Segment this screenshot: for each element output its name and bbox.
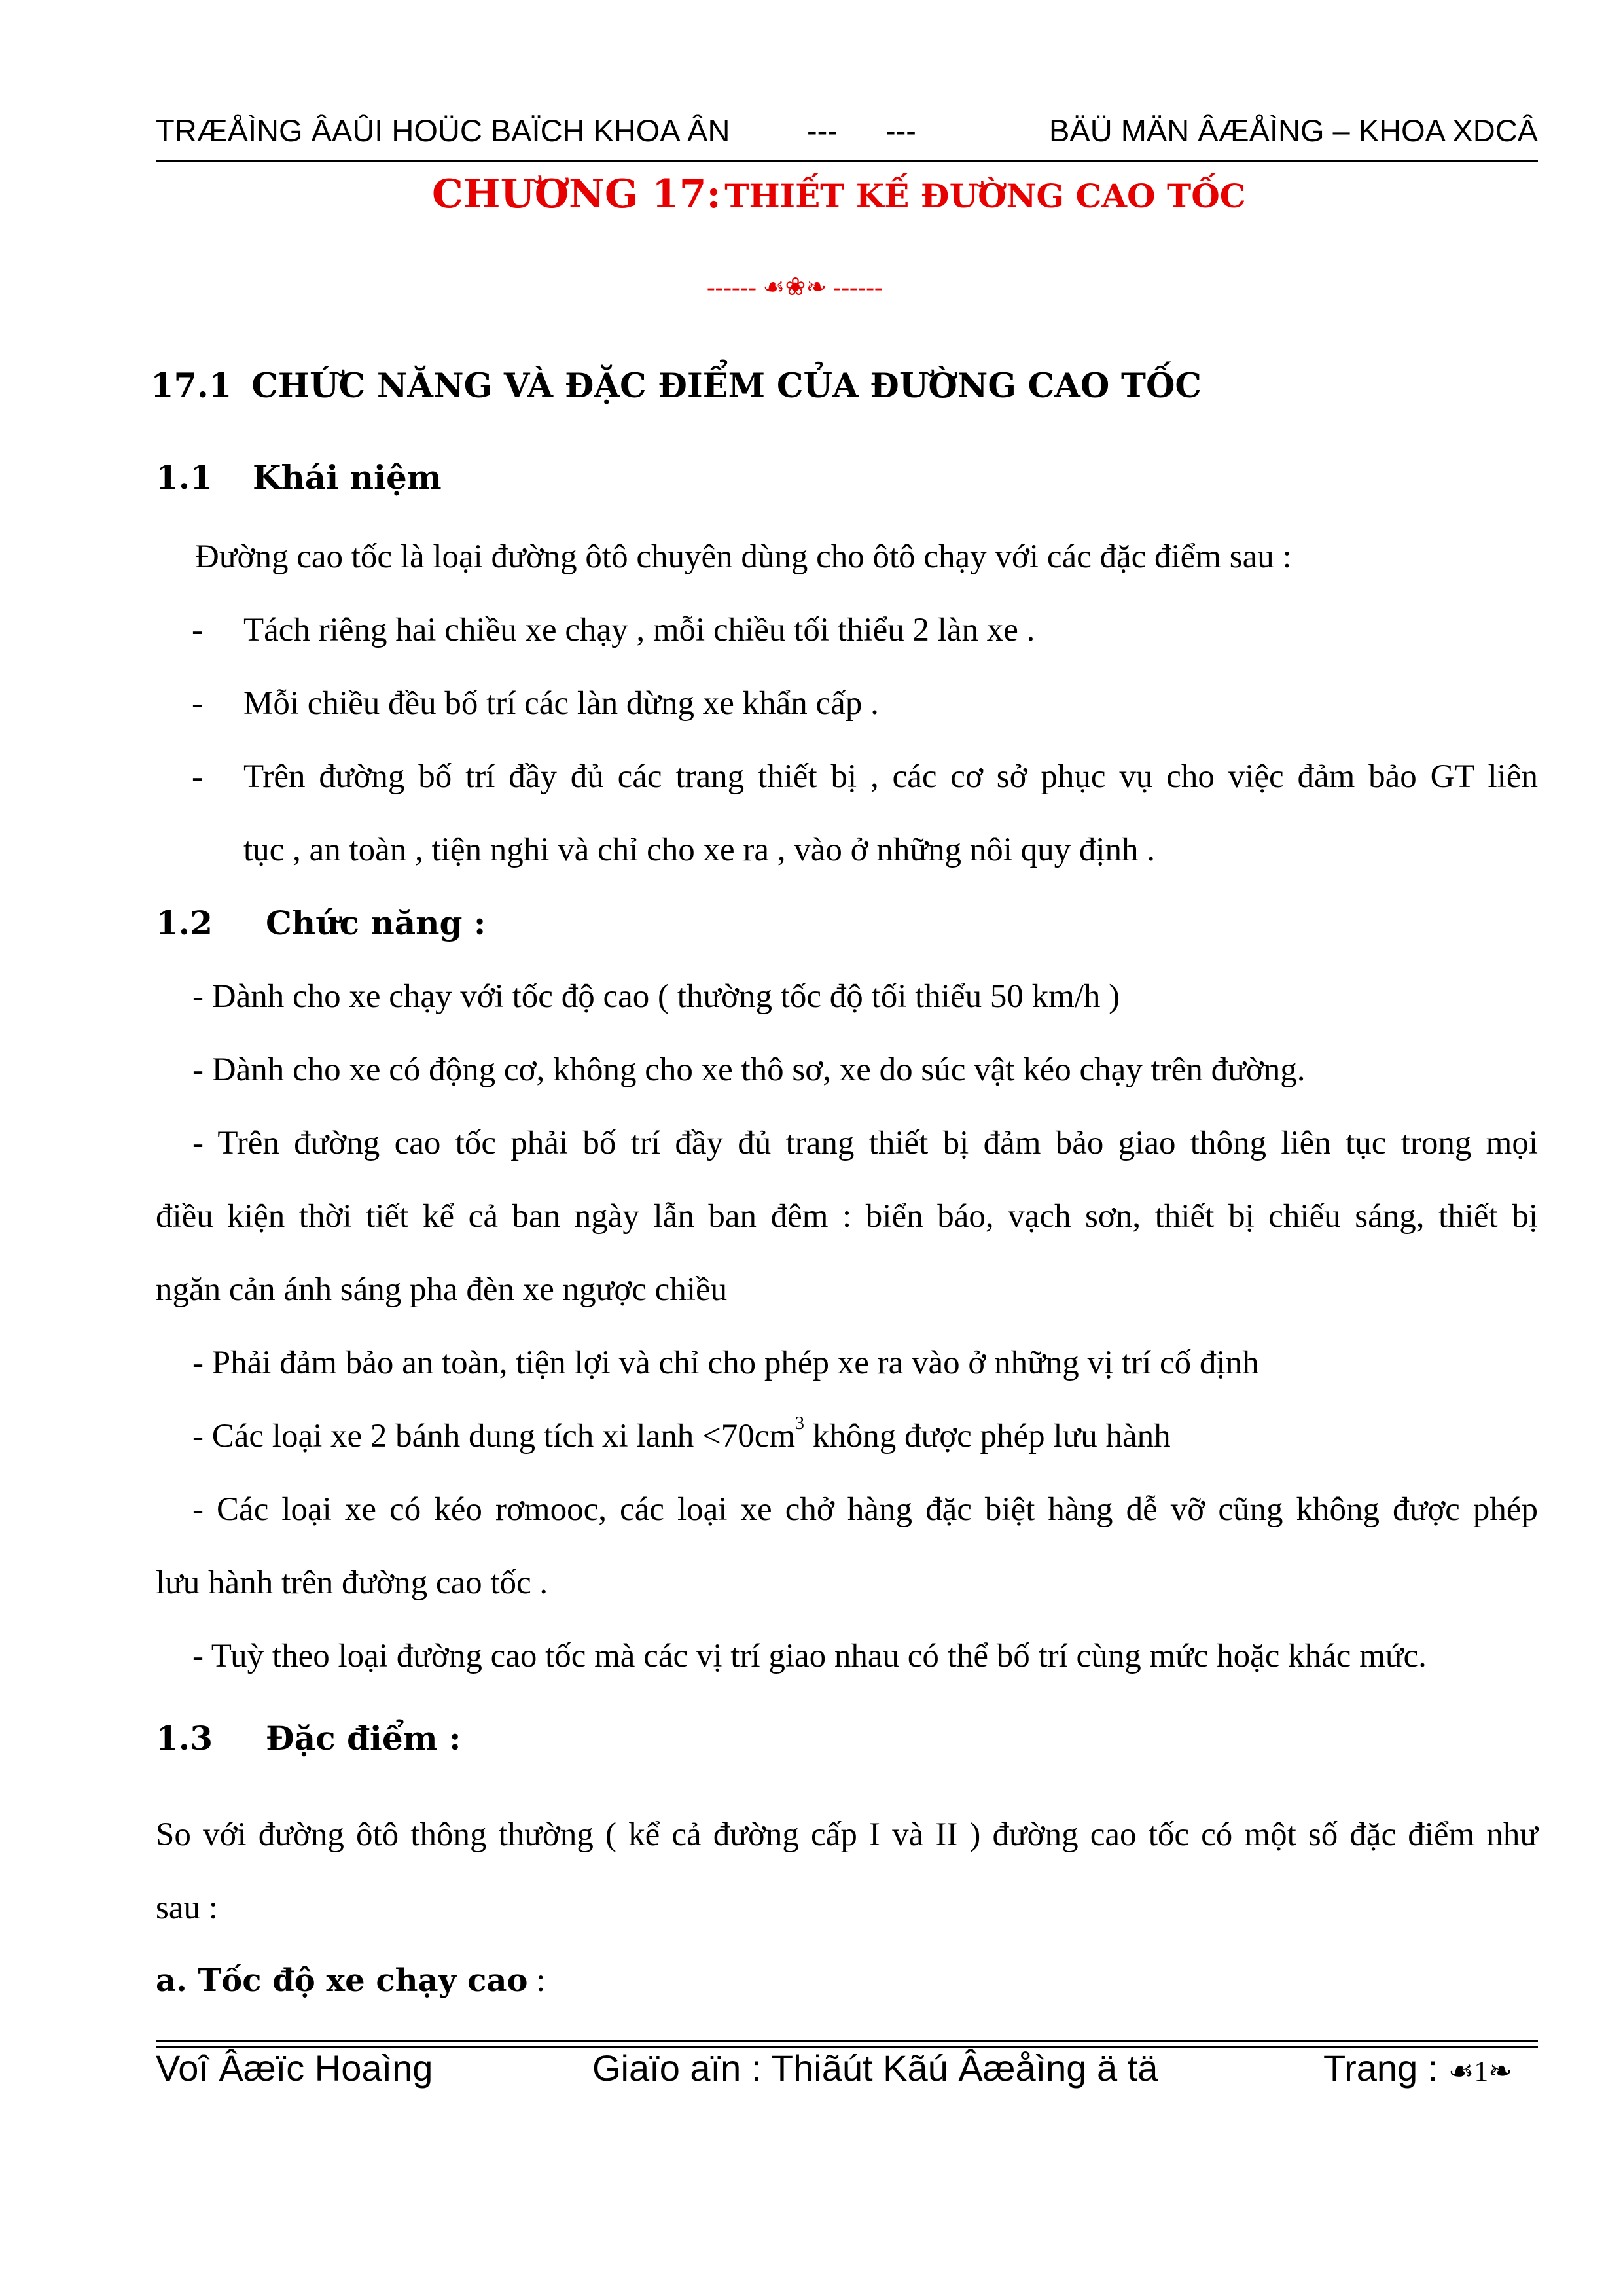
subsection-title: Chức năng : [266,904,486,942]
chapter-name: THIẾT KẾ ĐƯỜNG CAO TỐC [724,177,1246,215]
paragraph-line: ngăn cản ánh sáng pha đèn xe ngược chiều [156,1271,728,1308]
subsection-heading-1-2 [156,904,486,942]
paragraph-line: điều kiện thời tiết kể cả ban ngày lẫn ban đêm : biển báo, vạch sơn, thiết bị chiếu sáng, thiết bị [156,1198,1538,1235]
header-dashes-2: --- [885,113,916,148]
list-bullet: - [192,758,203,795]
superscript-3: 3 [795,1413,805,1434]
paragraph-line: - Tuỳ theo loại đường cao tốc mà các vị trí giao nhau có thể bố trí cùng mức hoặc khác mức. [192,1638,1427,1674]
paragraph-line: - Dành cho xe có động cơ, không cho xe thô sơ, xe do súc vật kéo chạy trên đường. [192,1051,1306,1088]
running-header [156,113,1538,158]
paragraph-line: - Các loại xe 2 bánh dung tích xi lanh $<70cm^3$ không được phép lưu hành [192,1413,1171,1455]
page-label: Trang : [1323,2047,1438,2089]
list-item: Trên đường bố trí đầy đủ các trang thiết bị , các cơ sở phục vụ cho việc đảm bảo GT liên [243,758,1538,795]
subsection-title: Đặc điểm : [266,1719,461,1757]
chapter-title [432,171,1246,217]
paragraph-line: - Các loại xe có kéo rơmooc, các loại xe chở hàng đặc biệt hàng dễ vỡ cũng không được phép [192,1491,1538,1528]
subheading-a: a. Tốc độ xe chạy cao : [156,1962,546,1999]
subsection-heading-1-1 [156,458,442,497]
chapter-ornament: ------ ☙❀❧ ------ [707,274,883,301]
header-divider [156,160,1538,162]
subsection-number: 1.2 [156,904,213,942]
list-item: Tách riêng hai chiều xe chạy , mỗi chiều tối thiểu 2 làn xe . [243,612,1035,648]
footer-course: Giaïo aïn : Thiãút Kãú Âæåìng ä tä [592,2047,1158,2089]
list-item: Mỗi chiều đều bố trí các làn dừng xe khẩn cấp . [243,685,879,722]
footer-author: Voî Âæïc Hoaìng [156,2047,433,2089]
chapter-label: CHƯƠNG 17: [432,171,721,217]
paragraph-line: lưu hành trên đường cao tốc . [156,1564,548,1601]
page-number: ☙1❧ [1448,2055,1513,2087]
header-department: BÄÜ MÄN ÂÆÅÌNG – KHOA XDCÂ [1049,113,1538,148]
subsection-heading-1-3 [156,1719,461,1757]
header-university: TRÆÅÌNG ÂAÛI HOÜC BAÏCH KHOA ÂN [156,113,730,148]
paragraph-line: - Phải đảm bảo an toàn, tiện lợi và chỉ cho phép xe ra vào ở những vị trí cố định [192,1345,1259,1381]
paragraph-line: - Trên đường cao tốc phải bố trí đầy đủ trang thiết bị đảm bảo giao thông liên tục trong mọi [192,1125,1538,1161]
section-heading-17-1 [151,366,1202,406]
page-ornament-left-icon: ☙ [1448,2055,1474,2087]
footer-page [1323,2047,1512,2089]
section-title: CHỨC NĂNG VÀ ĐẶC ĐIỂM CỦA ĐƯỜNG CAO TỐC [251,366,1202,406]
paragraph-intro: Đường cao tốc là loại đường ôtô chuyên dùng cho ôtô chạy với các đặc điểm sau : [195,539,1292,575]
list-item-continuation: tục , an toàn , tiện nghi và chỉ cho xe ra , vào ở những nôi quy định . [243,832,1156,868]
subsection-title: Khái niệm [253,458,442,497]
footer-divider [156,2040,1538,2042]
subsection-number: 1.3 [156,1719,213,1757]
paragraph-line: sau : [156,1890,218,1926]
page-ornament-right-icon: ❧ [1488,2055,1513,2087]
subsection-number: 1.1 [156,458,213,497]
section-number: 17.1 [151,366,232,406]
paragraph-line: - Dành cho xe chạy với tốc độ cao ( thường tốc độ tối thiểu 50 km/h ) [192,978,1120,1015]
list-bullet: - [192,612,203,648]
list-bullet: - [192,685,203,722]
paragraph-line: So với đường ôtô thông thường ( kể cả đường cấp I và II ) đường cao tốc có một số đặc điểm như [156,1816,1538,1853]
header-dashes-1: --- [807,113,838,148]
